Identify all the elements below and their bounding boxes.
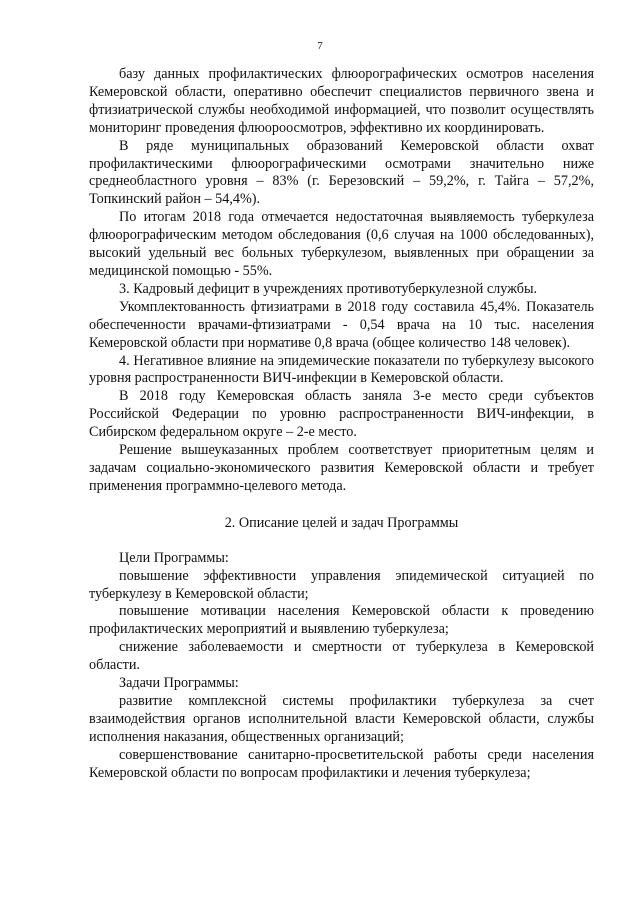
page-number: 7	[317, 40, 323, 52]
paragraph-staffing: Укомплектованность фтизиатрами в 2018 году составила 45,4%. Показатель обеспеченности врачами-фтизиатрами - 0,54 врача на 10 тыс. населения Кемеровской области при нормативе 0,8 врача (общее количество 148 человек).	[89, 298, 594, 351]
paragraph-hiv-rank: В 2018 году Кемеровская область заняла 3-е место среди субъектов Российской Федерации по уровню распространенности ВИЧ-инфекции, в Сибирском федеральном округе – 2-е место.	[89, 388, 594, 441]
task-item: развитие комплексной системы профилактики туберкулеза за счет взаимодействия органов исполнительной власти Кемеровской области, службы исполнения наказания, общественных организаций;	[89, 693, 594, 745]
paragraph-hiv-impact: 4. Негативное влияние на эпидемические показатели по туберкулезу высокого уровня распространенности ВИЧ-инфекции в Кемеровской области.	[89, 352, 594, 387]
paragraph-coverage: В ряде муниципальных образований Кемеровской области охват профилактическими флюорографическими осмотрами значительно ниже среднеобластного уровня – 83% (г. Березовский – 59,2%, г. Тайга – 57,2%, Топкинский район – 54,4%).	[89, 137, 594, 208]
paragraph-fluoro-database: базу данных профилактических флюорографических осмотров населения Кемеровской области, оперативно обеспечит специалистов первичного звена и фтизиатрической службы необходимой информацией, что позволит осуществлять мониторинг проведения флюороосмотров, эффективно их координировать.	[89, 66, 594, 136]
goal-item: повышение эффективности управления эпидемической ситуацией по туберкулезу в Кемеровской области;	[89, 567, 594, 602]
task-item: совершенствование санитарно-просветительской работы среди населения Кемеровской области по вопросам профилактики и лечения туберкулеза;	[89, 746, 594, 781]
tasks-title: Задачи Программы:	[119, 675, 239, 692]
goals-title: Цели Программы:	[119, 549, 229, 566]
goal-item: снижение заболеваемости и смертности от туберкулеза в Кемеровской области.	[89, 639, 594, 674]
paragraph-detection: По итогам 2018 года отмечается недостаточная выявляемость туберкулеза флюорографическим методом обследования (0,6 случая на 1000 обследованных), высокий удельный вес больных туберкулезом, выявленных при обращении за медицинской помощью - 55%.	[89, 209, 594, 279]
section-heading: 2. Описание целей и задач Программы	[224, 514, 459, 531]
document-body	[89, 66, 594, 783]
paragraph-solution: Решение вышеуказанных проблем соответствует приоритетным целям и задачам социально-экономического развития Кемеровской области и требует применения программно-целевого метода.	[89, 442, 594, 494]
goal-item: повышение мотивации населения Кемеровской области к проведению профилактических мероприятий и выявлению туберкулеза;	[89, 603, 594, 638]
paragraph-staff-deficit: 3. Кадровый дефицит в учреждениях противотуберкулезной службы.	[119, 280, 538, 297]
